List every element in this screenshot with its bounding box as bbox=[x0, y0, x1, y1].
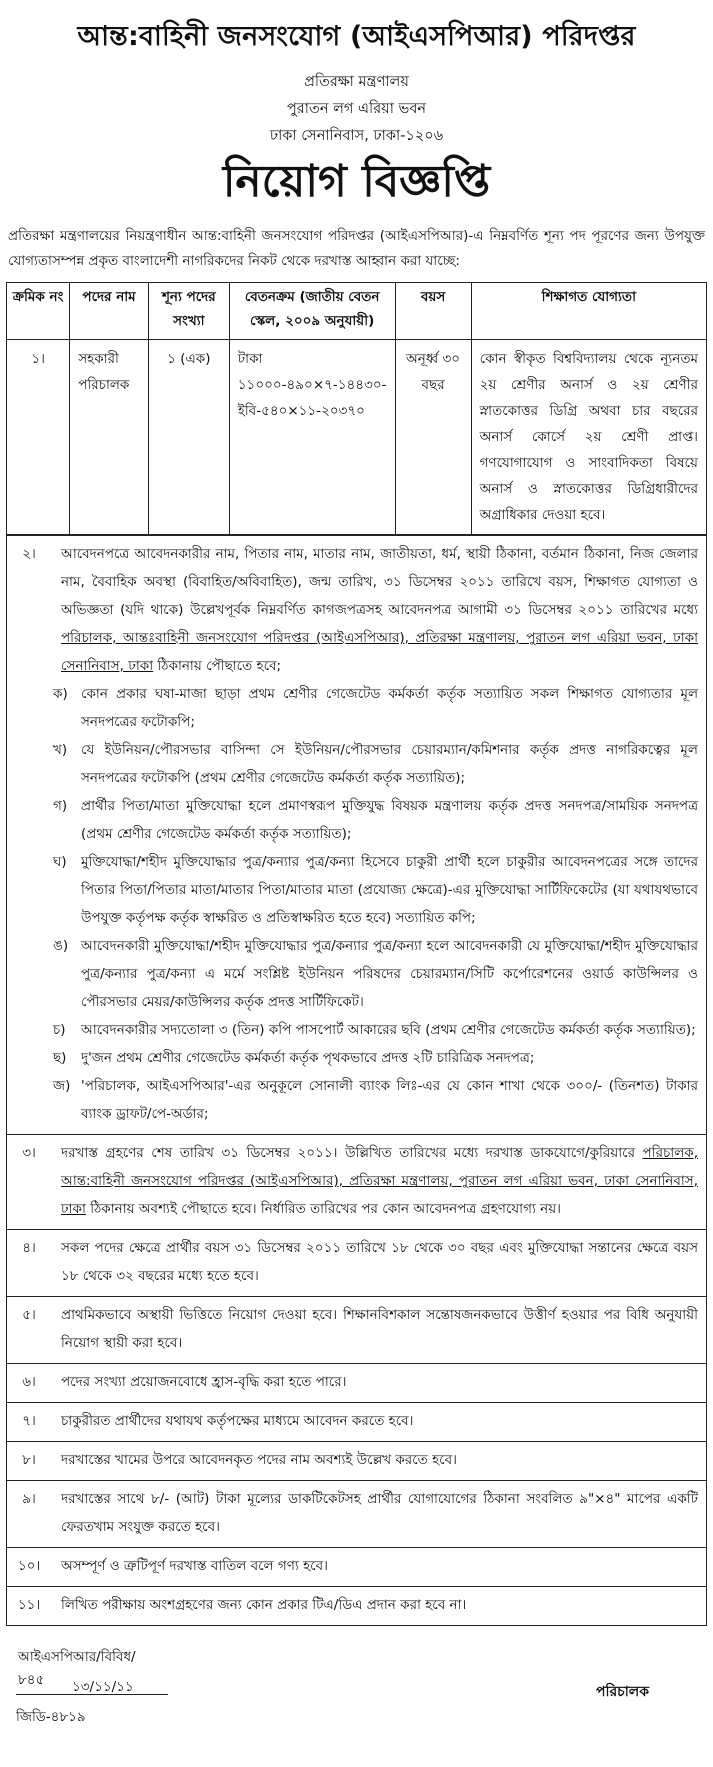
term-item bbox=[7, 1134, 706, 1229]
term-number: ৯। bbox=[22, 1491, 36, 1507]
sub-item bbox=[53, 680, 698, 736]
sub-text: মুক্তিযোদ্ধা/শহীদ মুক্তিযোদ্ধার পুত্র/কন্যার পুত্র/কন্যা হিসেবে চাকুরী প্রার্থী হলে চাকুরীর আবেদনপত্রের সঙ্গে তাদের পিতার পিতা/পিতার মাতা/মাতার পিতা/মাতার মাতা (প্রযোজ্য ক্ষেত্রে)-এর মুক্তিযোদ্ধা সার্টিফিকেটের (যা যথাযথভাবে উপযুক্ত কর্তৃপক্ষ কর্তৃক স্বাক্ষরিত ও প্রতিস্বাক্ষরিত হতে হবে) সত্যায়িত কপি; bbox=[81, 854, 698, 926]
term-text: অসম্পূর্ণ ও ত্রুটিপূর্ণ দরখাস্ত বাতিল বলে গণ্য হবে। bbox=[61, 1558, 328, 1574]
term-number: ৮। bbox=[22, 1452, 36, 1468]
terms-list bbox=[6, 535, 707, 1626]
table-row bbox=[7, 340, 707, 535]
post-cell: সহকারী পরিচালক bbox=[70, 340, 149, 535]
sub-text: প্রার্থীর পিতা/মাতা মুক্তিযোদ্ধা হলে প্রমাণস্বরূপ মুক্তিযুদ্ধ বিষয়ক মন্ত্রণালয় কর্তৃক প্রদত্ত সনদপত্র/সাময়িক সনদপত্র (প্রথম শ্রেণীর গেজেটেড কর্মকর্তা কর্তৃক সত্যায়িত); bbox=[81, 798, 698, 842]
term-item bbox=[7, 1441, 706, 1480]
notice-header bbox=[6, 0, 707, 208]
term-text: প্রাথমিকভাবে অস্থায়ী ভিত্তিতে নিয়োগ দেওয়া হবে। শিক্ষানবিশকাল সন্তোষজনকভাবে উত্তীর্ণ হওয়ার পর বিধি অনুযায়ী নিয়োগ স্থায়ী করা হবে। bbox=[61, 1307, 698, 1351]
sub-label: ক) bbox=[53, 686, 68, 702]
sub-item bbox=[53, 736, 698, 792]
vacancy-table bbox=[6, 282, 707, 535]
sub-text: কোন প্রকার ঘষা-মাজা ছাড়া প্রথম শ্রেণীর গেজেটেড কর্মকর্তা কর্তৃক সত্যায়িত সকল শিক্ষাগত যোগ্যতার মূল সনদপত্রের ফটোকপি; bbox=[81, 686, 698, 730]
term-text: দরখাস্তের সাথে ৮/- (আট) টাকা মূল্যের ডাকটিকেটসহ প্রার্থীর যোগাযোগের ঠিকানা সংবলিত ৯"×৪" মাপের একটি ফেরতখাম সংযুক্ত করতে হবে। bbox=[61, 1491, 698, 1535]
age-cell: অনূর্ধ্ব ৩০ বছর bbox=[395, 340, 471, 535]
column-header: ক্রমিক নং bbox=[7, 283, 70, 340]
building-name: পুরাতন লগ এরিয়া ভবন bbox=[286, 101, 427, 117]
term-item bbox=[7, 1547, 706, 1586]
term-item bbox=[7, 535, 706, 1134]
ministry-name: প্রতিরক্ষা মন্ত্রণালয় bbox=[304, 74, 409, 90]
column-header: শিক্ষাগত যোগ্যতা bbox=[471, 283, 706, 340]
term-number: ৭। bbox=[22, 1413, 36, 1429]
term-text: দরখাস্তের খামের উপরে আবেদনকৃত পদের নাম অবশ্যই উল্লেখ করতে হবে। bbox=[61, 1452, 457, 1468]
sub-label: ছ) bbox=[53, 1050, 67, 1066]
sub-label: খ) bbox=[53, 742, 68, 758]
term-2-text-end: ঠিকানায় পৌছাতে হবে; bbox=[153, 658, 282, 674]
sub-label: চ) bbox=[53, 1022, 66, 1038]
organization-name: আন্ত:বাহিনী জনসংযোগ (আইএসপিআর) পরিদপ্তর bbox=[77, 21, 636, 52]
term-number: ১০। bbox=[17, 1558, 41, 1574]
column-header: বেতনক্রম (জাতীয় বেতন স্কেল, ২০০৯ অনুযায়ী) bbox=[229, 283, 395, 340]
term-item bbox=[7, 1296, 706, 1363]
term-text: পদের সংখ্যা প্রয়োজনবোধে হ্রাস-বৃদ্ধি করা হতে পারে। bbox=[61, 1374, 347, 1390]
term-number: ৩। bbox=[22, 1145, 36, 1161]
sub-text: যে ইউনিয়ন/পৌরসভার বাসিন্দা সে ইউনিয়ন/পৌরসভার চেয়ারম্যান/কমিশনার কর্তৃক প্রদত্ত নাগরিকত্বের মূল সনদপত্রের ফটোকপি (প্রথম শ্রেণীর গেজেটেড কর্মকর্তা কর্তৃক সত্যায়িত); bbox=[81, 742, 698, 786]
column-header: বয়স bbox=[395, 283, 471, 340]
sub-label: গ) bbox=[53, 798, 68, 814]
sub-text: দু'জন প্রথম শ্রেণীর গেজেটেড কর্মকর্তা কর্তৃক পৃথকভাবে প্রদত্ত ২টি চারিত্রিক সনদপত্র; bbox=[81, 1050, 535, 1066]
intro-paragraph: প্রতিরক্ষা মন্ত্রণালয়ের নিয়ন্ত্রণাধীন আন্ত:বাহিনী জনসংযোগ পরিদপ্তর (আইএসপিআর)-এ নিম্নবর্ণিত শূন্য পদ পূরণের জন্য উপযুক্ত যোগ্যতাসম্পন্ন প্রকৃত বাংলাদেশী নাগরিকদের নিকট থেকে দরখাস্ত আহ্বান করা যাচ্ছে: bbox=[8, 228, 705, 269]
term-item bbox=[7, 1402, 706, 1441]
term-text bbox=[51, 536, 706, 1134]
notice-footer bbox=[6, 1626, 707, 1726]
term-3-text: দরখাস্ত গ্রহণের শেষ তারিখ ৩১ ডিসেম্বর ২০১১। উল্লিখিত তারিখের মধ্যে দরখাস্ত ডাকযোগে/কুরিয়ারে bbox=[61, 1145, 643, 1161]
sub-item bbox=[53, 1072, 698, 1128]
sub-text: আবেদনকারী মুক্তিযোদ্ধা/শহীদ মুক্তিযোদ্ধার পুত্র/কন্যার পুত্র/কন্যা হলে আবেদনকারী যে মুক্তিযোদ্ধা/শহীদ মুক্তিযোদ্ধার পুত্র/কন্যার পুত্র/কন্যা এ মর্মে সংশ্লিষ্ট ইউনিয়ন পরিষদের চেয়ারম্যান/সিটি কর্পোরেশনের ওয়ার্ড কাউন্সিলর ও পৌরসভার মেয়র/কাউন্সিলর কর্তৃক প্রদত্ত সার্টিফিকেট। bbox=[81, 938, 698, 1010]
term-number: ২। bbox=[22, 546, 36, 562]
pay-scale-cell: টাকা ১১০০০-৪৯০×৭-১৪৪৩০-ইবি-৫৪০×১১-২০৩৭০ bbox=[229, 340, 395, 535]
qualification-cell: কোন স্বীকৃত বিশ্ববিদ্যালয় থেকে ন্যূনতম ২য় শ্রেণীর অনার্স ও ২য় শ্রেণীর স্নাতকোত্তর ডিগ্রি অথবা চার বছরের অনার্স কোর্সে ২য় শ্রেণী প্রাপ্ত। গণযোগাযোগ ও সাংবাদিকতা বিষয়ে অনার্স ও স্নাতকোত্তর ডিগ্রিধারীদের অগ্রাধিকার দেওয়া হবে। bbox=[471, 340, 706, 535]
term-item bbox=[7, 1363, 706, 1402]
term-text: চাকুরীরত প্রার্থীদের যথাযথ কর্তৃপক্ষের মাধ্যমে আবেদন করতে হবে। bbox=[61, 1413, 414, 1429]
term-text: সকল পদের ক্ষেত্রে প্রার্থীর বয়স ৩১ ডিসেম্বর ২০১১ তারিখে ১৮ থেকে ৩০ বছর এবং মুক্তিযোদ্ধা সন্তানের ক্ষেত্রে বয়স ১৮ থেকে ৩২ বছরের মধ্যে হতে হবে। bbox=[61, 1240, 698, 1284]
addressee-underlined: পরিচালক, আন্ত:বাহিনী জনসংযোগ পরিদপ্তর (আইএসপিআর), প্রতিরক্ষা মন্ত্রণালয়, পুরাতন লগ এরিয়া ভবন, ঢাকা সেনানিবাস, ঢাকা bbox=[61, 1145, 698, 1217]
column-header: শূন্য পদের সংখ্যা bbox=[148, 283, 229, 340]
gd-number: জিডি-৪৮১৯ bbox=[16, 1709, 86, 1725]
location-address: ঢাকা সেনানিবাস, ঢাকা-১২০৬ bbox=[269, 128, 444, 144]
serial-cell: ১। bbox=[7, 340, 70, 535]
sub-item bbox=[53, 1016, 698, 1044]
term-number: ১১। bbox=[17, 1597, 41, 1613]
term-text bbox=[51, 1135, 706, 1229]
term-2-text: আবেদনপত্রে আবেদনকারীর নাম, পিতার নাম, মাতার নাম, জাতীয়তা, ধর্ম, স্থায়ী ঠিকানা, বর্তমান ঠিকানা, নিজ জেলার নাম, বৈবাহিক অবস্থা (বিবাহিত/অবিবাহিত), জন্ম তারিখ, ৩১ ডিসেম্বর ২০১১ তারিখে বয়স, শিক্ষাগত যোগ্যতা ও অভিজ্ঞতা (যদি থাকে) উল্লেখপূর্বক নিম্নবর্ণিত কাগজপত্রসহ আবেদনপত্র আগামী ৩১ ডিসেম্বর ২০১১ তারিখের মধ্যে bbox=[61, 546, 698, 618]
reference-number: আইএসপিআর/বিবিধ/৮৪৫ bbox=[16, 1646, 168, 1695]
issue-date: ১৩/১১/১১ bbox=[72, 1679, 134, 1695]
column-header: পদের নাম bbox=[70, 283, 149, 340]
term-text: লিখিত পরীক্ষায় অংশগ্রহণের জন্য কোন প্রকার টিএ/ডিএ প্রদান করা হবে না। bbox=[61, 1597, 467, 1613]
addressee-underlined: পরিচালক, আন্তঃবাহিনী জনসংযোগ পরিদপ্তর (আইএসপিআর), প্রতিরক্ষা মন্ত্রণালয়, পুরাতন লগ এরিয়া ভবন, ঢাকা সেনানিবাস, ঢাকা bbox=[61, 630, 698, 674]
sub-item bbox=[53, 1044, 698, 1072]
sub-text: 'পরিচালক, আইএসপিআর'-এর অনুকূলে সোনালী ব্যাংক লিঃ-এর যে কোন শাখা থেকে ৩০০/- (তিনশত) টাকার ব্যাংক ড্রাফট/পে-অর্ডার; bbox=[81, 1078, 698, 1122]
term-item bbox=[7, 1229, 706, 1296]
sub-text: আবেদনকারীর সদ্যতোলা ৩ (তিন) কপি পাসপোর্ট আকারের ছবি (প্রথম শ্রেণীর গেজেটেড কর্মকর্তা কর্তৃক সত্যায়িত); bbox=[81, 1022, 696, 1038]
sub-label: ঙ) bbox=[53, 938, 69, 954]
document-sublist bbox=[53, 680, 698, 1128]
term-number: ৬। bbox=[22, 1374, 36, 1390]
term-number: ৫। bbox=[22, 1307, 36, 1323]
vacancy-count-cell: ১ (এক) bbox=[148, 340, 229, 535]
sub-item bbox=[53, 848, 698, 932]
signatory-title: পরিচালক bbox=[595, 1684, 649, 1700]
sub-item bbox=[53, 932, 698, 1016]
table-header-row bbox=[7, 283, 707, 340]
term-item bbox=[7, 1480, 706, 1547]
sub-item bbox=[53, 792, 698, 848]
sub-label: জ) bbox=[53, 1078, 71, 1094]
term-3-text-end: ঠিকানায় অবশ্যই পৌছাতে হবে। নির্ধারিত তারিখের পর কোন আবেদনপত্র গ্রহণযোগ্য নয়। bbox=[85, 1201, 561, 1217]
notice-title: নিয়োগ বিজ্ঞপ্তি bbox=[222, 156, 491, 207]
sub-label: ঘ) bbox=[53, 854, 67, 870]
term-item bbox=[7, 1586, 706, 1625]
term-number: ৪। bbox=[22, 1240, 36, 1256]
